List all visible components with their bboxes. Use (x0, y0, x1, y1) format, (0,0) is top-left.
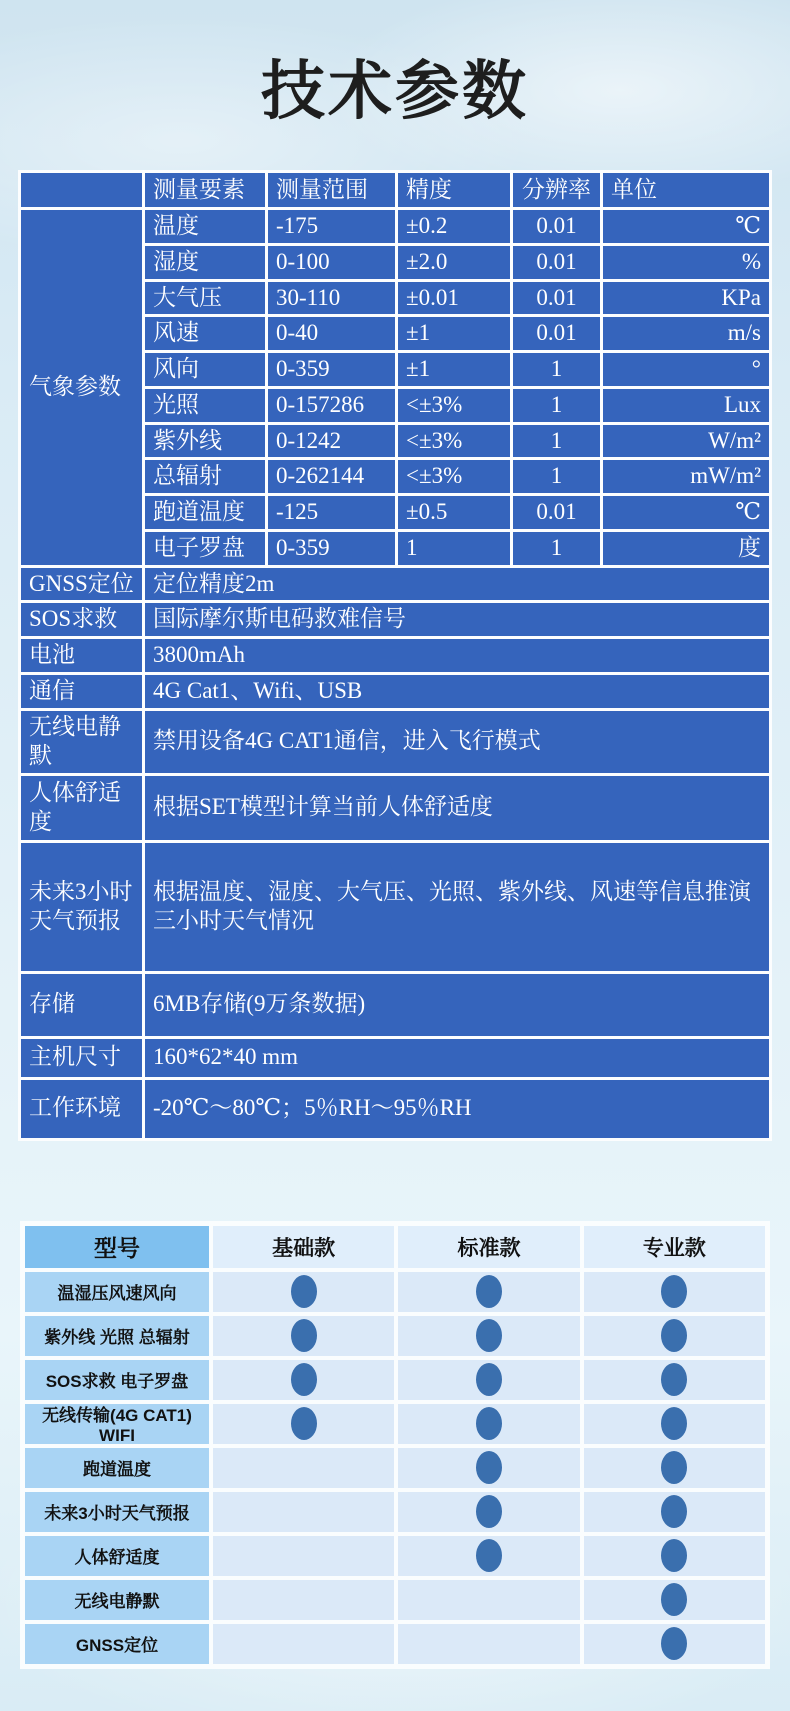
cell-resolution: 0.01 (513, 246, 600, 279)
feature-dot-cell (584, 1272, 765, 1312)
info-row-environment (21, 1080, 769, 1138)
info-label: GNSS定位 (21, 568, 142, 601)
info-value: 根据温度、湿度、大气压、光照、紫外线、风速等信息推演三小时天气情况 (145, 843, 769, 971)
weather-row (21, 210, 769, 243)
cell-resolution: 1 (513, 425, 600, 458)
feature-dot-cell (213, 1360, 394, 1400)
feature-dot-cell (398, 1316, 579, 1356)
spec-header-resolution: 分辨率 (513, 173, 600, 207)
cell-resolution: 1 (513, 353, 600, 386)
spec-header-unit: 单位 (603, 173, 769, 207)
info-value: 国际摩尔斯电码救难信号 (145, 603, 769, 636)
cell-element: 大气压 (145, 282, 265, 315)
cell-unit: ℃ (603, 496, 769, 529)
cell-range: 0-1242 (268, 425, 395, 458)
spec-header-element: 测量要素 (145, 173, 265, 207)
cell-unit: KPa (603, 282, 769, 315)
feature-dot-cell (584, 1316, 765, 1356)
cell-accuracy: <±3% (398, 460, 510, 493)
cell-resolution: 1 (513, 532, 600, 565)
feature-dot-cell (213, 1536, 394, 1576)
feature-dot-cell (398, 1404, 579, 1444)
cell-resolution: 1 (513, 389, 600, 422)
info-label: 未来3小时天气预报 (21, 843, 142, 971)
feature-dot-cell (213, 1404, 394, 1444)
cell-range: 0-359 (268, 532, 395, 565)
feature-dot-cell (398, 1492, 579, 1532)
feature-dot-cell (398, 1536, 579, 1576)
feature-dot-cell (584, 1580, 765, 1620)
info-label: 无线电静默 (21, 711, 142, 773)
cell-element: 湿度 (145, 246, 265, 279)
cell-range: 0-100 (268, 246, 395, 279)
cell-unit: ° (603, 353, 769, 386)
cell-element: 风速 (145, 317, 265, 350)
info-label: 通信 (21, 675, 142, 708)
cell-resolution: 0.01 (513, 282, 600, 315)
cell-range: 0-262144 (268, 460, 395, 493)
cell-accuracy: 1 (398, 532, 510, 565)
model-header-standard: 标准款 (398, 1226, 579, 1268)
feature-label: 无线电静默 (25, 1580, 209, 1620)
info-value: 160*62*40 mm (145, 1039, 769, 1077)
info-value: 根据SET模型计算当前人体舒适度 (145, 776, 769, 840)
cell-element: 跑道温度 (145, 496, 265, 529)
feature-dot-cell (213, 1492, 394, 1532)
feature-dot-cell (584, 1536, 765, 1576)
cell-unit: 度 (603, 532, 769, 565)
info-row-forecast (21, 843, 769, 971)
feature-dot-cell (213, 1448, 394, 1488)
cell-range: -125 (268, 496, 395, 529)
cell-resolution: 0.01 (513, 496, 600, 529)
cell-unit: m/s (603, 317, 769, 350)
cell-accuracy: ±1 (398, 317, 510, 350)
info-row-sos (21, 603, 769, 636)
cell-unit: Lux (603, 389, 769, 422)
info-row-size (21, 1039, 769, 1077)
feature-dot-cell (584, 1624, 765, 1664)
info-row-radio-silence (21, 711, 769, 773)
cell-range: 0-40 (268, 317, 395, 350)
cell-element: 温度 (145, 210, 265, 243)
info-row-battery (21, 639, 769, 672)
info-label: SOS求救 (21, 603, 142, 636)
feature-label: SOS求救 电子罗盘 (25, 1360, 209, 1400)
info-value: 定位精度2m (145, 568, 769, 601)
feature-dot-cell (213, 1272, 394, 1312)
cell-resolution: 1 (513, 460, 600, 493)
page-title: 技术参数 (261, 55, 529, 127)
info-value: -20℃～80℃；5％RH～95％RH (145, 1080, 769, 1138)
model-header-basic: 基础款 (213, 1226, 394, 1268)
feature-dot-cell (398, 1448, 579, 1488)
info-value: 6MB存储(9万条数据) (145, 974, 769, 1036)
info-label: 工作环境 (21, 1080, 142, 1138)
info-label: 人体舒适度 (21, 776, 142, 840)
cell-accuracy: <±3% (398, 389, 510, 422)
cell-range: -175 (268, 210, 395, 243)
info-label: 存储 (21, 974, 142, 1036)
cell-accuracy: ±0.5 (398, 496, 510, 529)
spec-header-range: 测量范围 (268, 173, 395, 207)
cell-accuracy: ±1 (398, 353, 510, 386)
cell-accuracy: ±0.2 (398, 210, 510, 243)
cell-unit: W/m² (603, 425, 769, 458)
feature-label: 无线传输(4G CAT1) WIFI (25, 1404, 209, 1444)
spec-table (18, 170, 772, 1141)
info-label: 主机尺寸 (21, 1039, 142, 1077)
feature-dot-cell (213, 1316, 394, 1356)
feature-label: GNSS定位 (25, 1624, 209, 1664)
info-value: 4G Cat1、Wifi、USB (145, 675, 769, 708)
model-comparison-table (20, 1221, 770, 1669)
feature-label: 人体舒适度 (25, 1536, 209, 1576)
info-value: 禁用设备4G CAT1通信，进入飞行模式 (145, 711, 769, 773)
cell-accuracy: <±3% (398, 425, 510, 458)
feature-dot-cell (398, 1360, 579, 1400)
spec-header-empty-cell (21, 173, 142, 207)
cell-element: 光照 (145, 389, 265, 422)
cell-accuracy: ±0.01 (398, 282, 510, 315)
cell-resolution: 0.01 (513, 210, 600, 243)
feature-dot-cell (584, 1360, 765, 1400)
cell-unit: % (603, 246, 769, 279)
cell-unit: ℃ (603, 210, 769, 243)
feature-dot-cell (213, 1624, 394, 1664)
cell-unit: mW/m² (603, 460, 769, 493)
feature-label: 紫外线 光照 总辐射 (25, 1316, 209, 1356)
cell-element: 电子罗盘 (145, 532, 265, 565)
spec-header-row (21, 173, 769, 207)
feature-dot-cell (398, 1624, 579, 1664)
info-value: 3800mAh (145, 639, 769, 672)
cell-range: 30-110 (268, 282, 395, 315)
feature-dot-cell (584, 1404, 765, 1444)
feature-dot-cell (213, 1580, 394, 1620)
weather-group-label: 气象参数 (21, 210, 142, 565)
model-header-pro: 专业款 (584, 1226, 765, 1268)
cell-accuracy: ±2.0 (398, 246, 510, 279)
cell-element: 总辐射 (145, 460, 265, 493)
cell-element: 风向 (145, 353, 265, 386)
cell-resolution: 0.01 (513, 317, 600, 350)
feature-dot-cell (584, 1448, 765, 1488)
info-row-comm (21, 675, 769, 708)
info-row-comfort (21, 776, 769, 840)
info-row-gnss (21, 568, 769, 601)
cell-range: 0-157286 (268, 389, 395, 422)
info-row-storage (21, 974, 769, 1036)
feature-label: 未来3小时天气预报 (25, 1492, 209, 1532)
feature-dot-cell (398, 1272, 579, 1312)
model-header-model: 型号 (25, 1226, 209, 1268)
feature-dot-cell (584, 1492, 765, 1532)
cell-range: 0-359 (268, 353, 395, 386)
feature-dot-cell (398, 1580, 579, 1620)
spec-header-accuracy: 精度 (398, 173, 510, 207)
feature-label: 跑道温度 (25, 1448, 209, 1488)
cell-element: 紫外线 (145, 425, 265, 458)
info-label: 电池 (21, 639, 142, 672)
feature-label: 温湿压风速风向 (25, 1272, 209, 1312)
